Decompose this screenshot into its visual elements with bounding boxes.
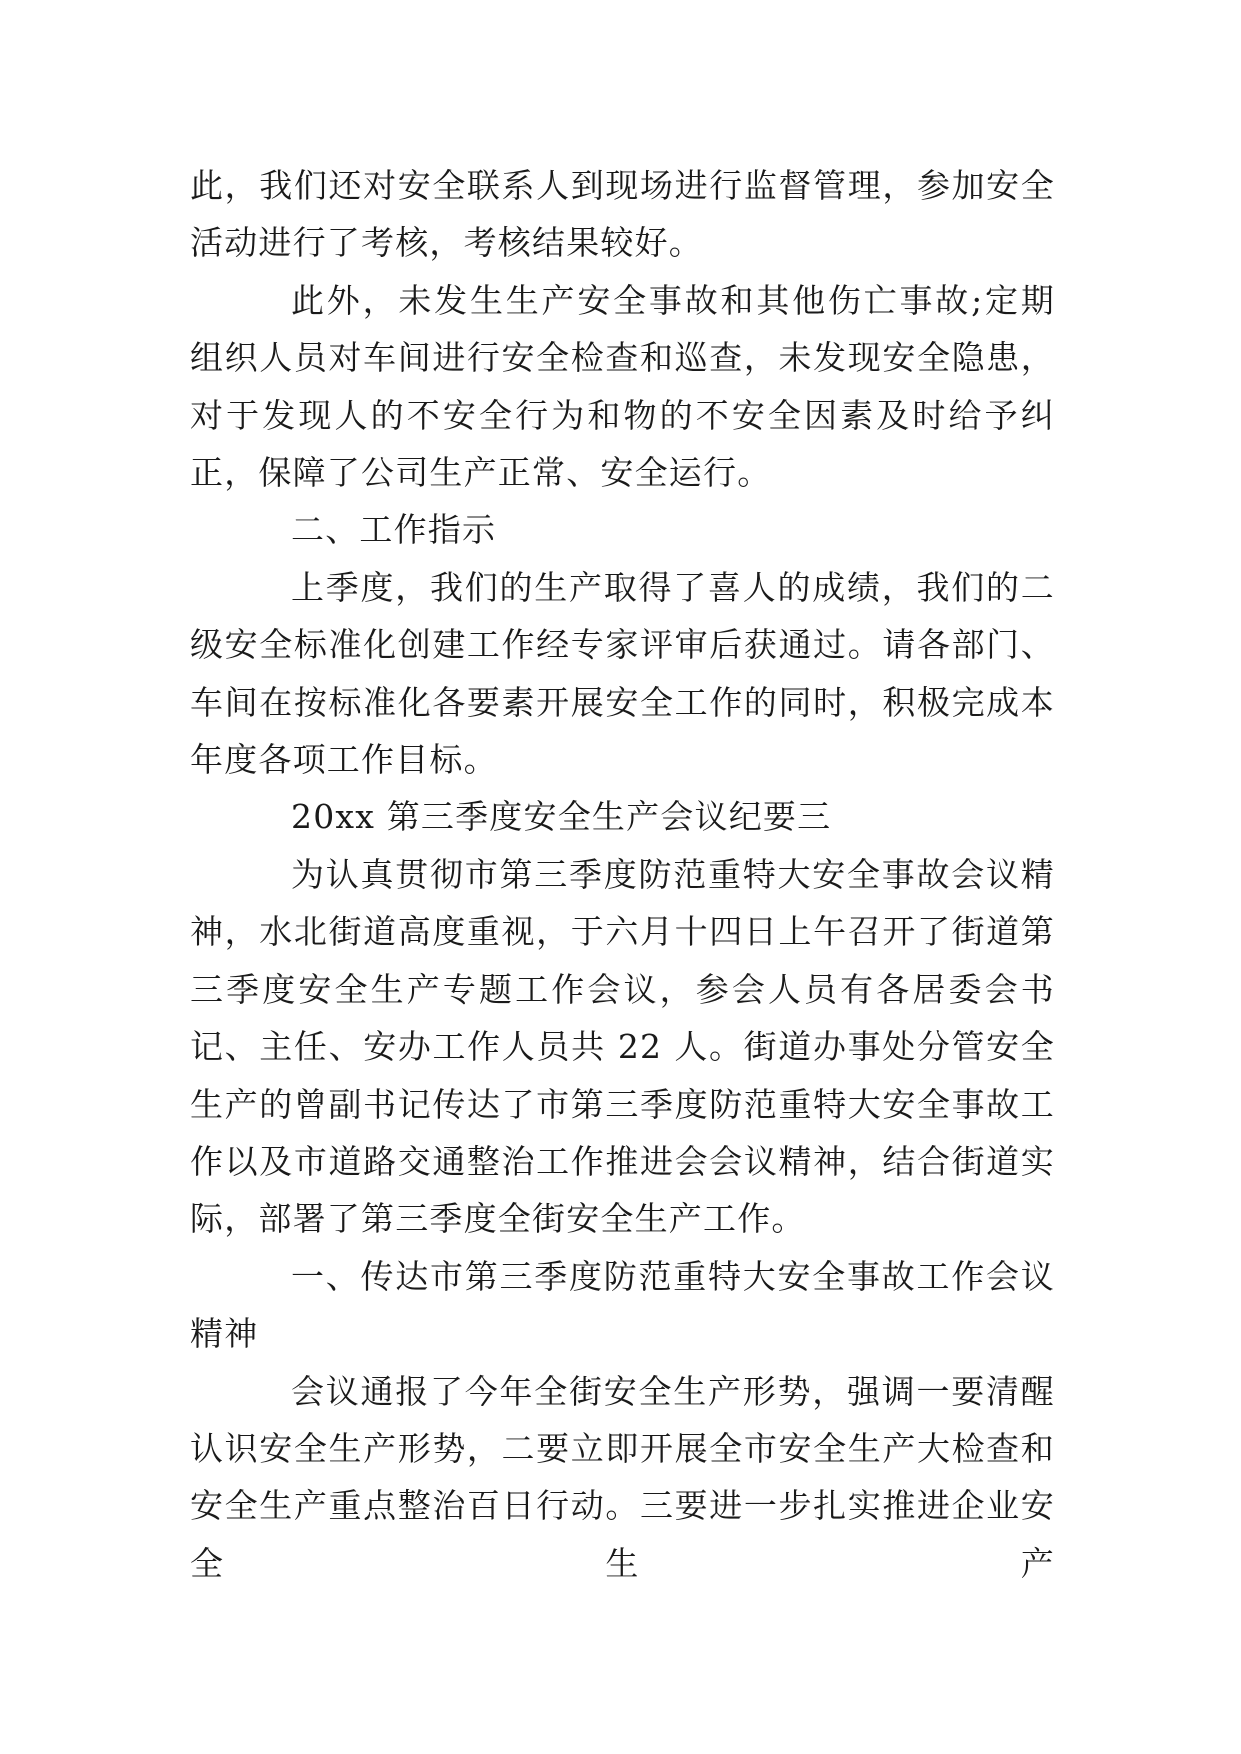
section-heading-convey-spirit: 一、传达市第三季度防范重特大安全事故工作会议精神 [190, 1256, 1055, 1354]
paragraph-continued: 此，我们还对安全联系人到现场进行监督管理，参加安全活动进行了考核，考核结果较好。 [190, 166, 1055, 263]
document-body [190, 157, 1055, 1592]
section-heading-work-instructions: 二、工作指示 [291, 510, 497, 550]
paragraph-meeting-intro: 为认真贯彻市第三季度防范重特大安全事故会议精神，水北街道高度重视，于六月十四日上午召开了街道第三季度安全生产专题工作会议，参会人员有各居委会书记、主任、安办工作人员共 22 人。街道办事处分管安全生产的曾副书记传达了市第三季度防范重特大安全事故工作以及市道路交通整治工作推进会会议精神，结合街道实际，部署了第三季度全街安全生产工作。 [190, 854, 1055, 1239]
paragraph-accident-status: 此外，未发生生产安全事故和其他伤亡事故;定期组织人员对车间进行安全检查和巡查，未发现安全隐患，对于发现人的不安全行为和物的不安全因素及时给予纠正，保障了公司生产正常、安全运行。 [190, 280, 1055, 493]
paragraph-meeting-report: 会议通报了今年全街安全生产形势，强调一要清醒认识安全生产形势，二要立即开展全市安全生产大检查和安全生产重点整治百日行动。三要进一步扎实推进企业安全生产 [190, 1371, 1055, 1583]
paragraph-last-quarter: 上季度，我们的生产取得了喜人的成绩，我们的二级安全标准化创建工作经专家评审后获通过。请各部门、车间在按标准化各要素开展安全工作的同时，积极完成本年度各项工作目标。 [190, 567, 1055, 780]
document-subtitle: 20xx 第三季度安全生产会议纪要三 [291, 797, 832, 837]
